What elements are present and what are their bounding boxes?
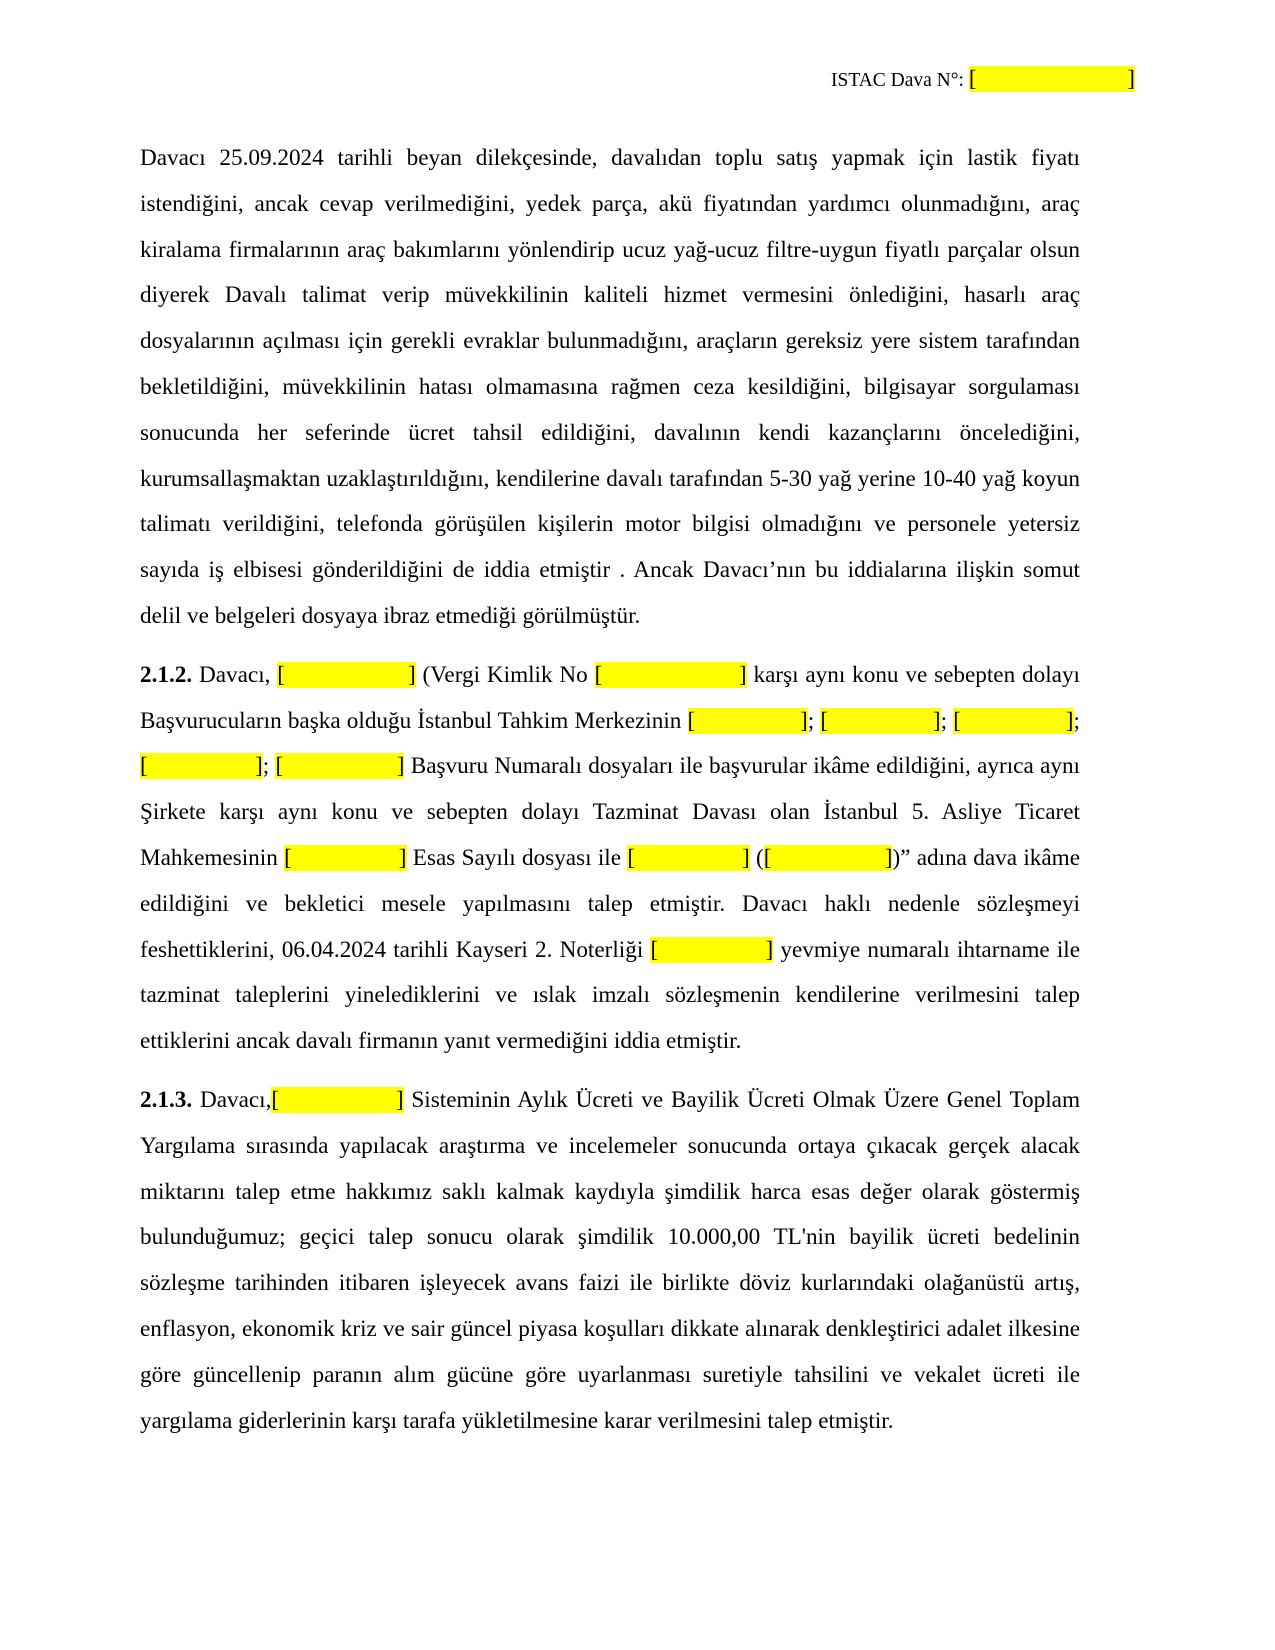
- redaction-claimant-name: [ ]: [277, 661, 416, 688]
- redaction-file-ref: [ ]: [627, 844, 750, 871]
- case-number-label: ISTAC Dava N°:: [830, 70, 964, 91]
- paragraph-2-1-2: [140, 653, 1080, 1065]
- paragraph-intro-text: Davacı 25.09.2024 tarihli beyan dilekçesinde, davalıdan toplu satış yapmak için lastik fiyatı istendiğini, ancak cevap verilmediğini, yedek parça, akü fiyatından yardımcı olunmadığını, araç kiralama firmalarının araç bakımlarını yönlendirip ucuz yağ-ucuz filtre-uygun fiyatlı parçalar olsun diyerek Davalı talimat verip müvekkilinin kaliteli hizmet vermesini önlediğini, hasarlı araç dosyalarının açılması için gerekli evraklar bulunmadığını, araçların gereksiz yere sistem tarafından bekletildiğini, müvekkilinin hatası olmamasına rağmen ceza kesildiğini, bilgisayar sorgulaması sonucunda her seferinde ücret tahsil edildiğini, davalının kendi kazançlarını öncelediğini, kurumsallaşmaktan uzaklaştırıldığını, kendilerine davalı tarafından 5-30 yağ yerine 10-40 yağ koyun talimatı verildiğini, telefonda görüşülen kişilerin motor bilgisi olmadığını ve personele yetersiz sayıda iş elbisesi gönderildiğini de iddia etmiştir . Ancak Davacı’nın bu iddialarına ilişkin somut delil ve belgeleri dosyaya ibraz etmediği görülmüştür.: [140, 145, 1080, 629]
- redaction-file-ref-alt: [ ]: [763, 844, 893, 871]
- redaction-case-ref-5: [ ]: [275, 753, 405, 780]
- clause-2-1-2-seg5: ;: [940, 707, 954, 734]
- redaction-case-ref-4: [ ]: [140, 753, 263, 780]
- clause-2-1-2-seg2: (Vergi Kimlik No: [415, 661, 595, 688]
- clause-2-1-2-seg10: (: [749, 844, 764, 871]
- clause-number-2-1-3: 2.1.3.: [140, 1086, 193, 1113]
- clause-2-1-2-seg11: )” adına dava ikâme edildiğini ve bekletici mesele yapılmasını talep etmiştir. Davacı haklı nedenle sözleşmeyi feshettiklerini, 06.04.2024 tarihli Kayseri 2. Noterliği: [140, 844, 1080, 963]
- clause-2-1-2-seg7: ;: [262, 753, 276, 780]
- clause-2-1-2-seg8: Başvuru Numaralı dosyaları ile başvurular ikâme edildiğini, ayrıca aynı Şirkete karşı aynı konu ve sebepten dolayı Tazminat Davası olan İstanbul 5. Asliye Ticaret Mahkemesinin: [140, 753, 1080, 871]
- clause-2-1-2-seg1: Davacı,: [192, 661, 278, 688]
- case-number-redaction: [ ]: [968, 66, 1135, 92]
- paragraph-2-1-3: [140, 1078, 1080, 1444]
- clause-2-1-2-seg9: Esas Sayılı dosyası ile: [406, 844, 628, 871]
- redaction-case-ref-2: [ ]: [820, 707, 941, 734]
- redaction-court-file-no: [ ]: [284, 844, 407, 871]
- clause-2-1-2-seg3: karşı aynı konu ve sebepten dolayı Başvurucuların başka olduğu İstanbul Tahkim Merkezinin: [140, 661, 1080, 734]
- redaction-case-ref-3: [ ]: [953, 707, 1074, 734]
- clause-2-1-2-seg6: ;: [1073, 707, 1080, 734]
- clause-2-1-2-seg4: ;: [807, 707, 821, 734]
- redaction-notary-number: [ ]: [650, 936, 774, 963]
- clause-number-2-1-2: 2.1.2.: [140, 661, 193, 688]
- redaction-tax-id: [ ]: [594, 661, 747, 688]
- redaction-case-ref-1: [ ]: [687, 707, 808, 734]
- clause-2-1-2-seg12: yevmiye numaralı ihtarname ile tazminat taleplerini yinelediklerini ve ıslak imzalı sözleşmenin kendilerine verilmesini talep ettiklerini ancak davalı firmanın yanıt vermediğini iddia etmiştir.: [140, 936, 1080, 1055]
- document-body: [140, 136, 1080, 1444]
- clause-2-1-3-seg2: Sisteminin Aylık Ücreti ve Bayilik Ücreti Olmak Üzere Genel Toplam Yargılama sırasında yapılacak araştırma ve incelemeler sonucunda ortaya çıkacak gerçek alacak miktarını talep etme hakkımız saklı kalmak kaydıyla şimdilik harca esas değer olarak göstermiş bulunduğumuz; geçici talep sonucu olarak şimdilik 10.000,00 TL'nin bayilik ücreti bedelinin sözleşme tarihinden itibaren işleyecek avans faizi ile birlikte döviz kurlarındaki olağanüstü artış, enflasyon, ekonomik kriz ve sair güncel piyasa koşulları dikkate alınarak denkleştirici adalet ilkesine göre güncellenip paranın alım gücüne göre uyarlanması suretiyle tahsilini ve vekalet ücreti ile yargılama giderlerinin karşı tarafa yükletilmesine karar verilmesini talep etmiştir.: [140, 1086, 1080, 1434]
- clause-2-1-3-seg1: Davacı,: [192, 1086, 272, 1113]
- redaction-system-name: [ ]: [271, 1086, 404, 1113]
- document-header: [140, 66, 1135, 94]
- paragraph-intro: [140, 136, 1080, 640]
